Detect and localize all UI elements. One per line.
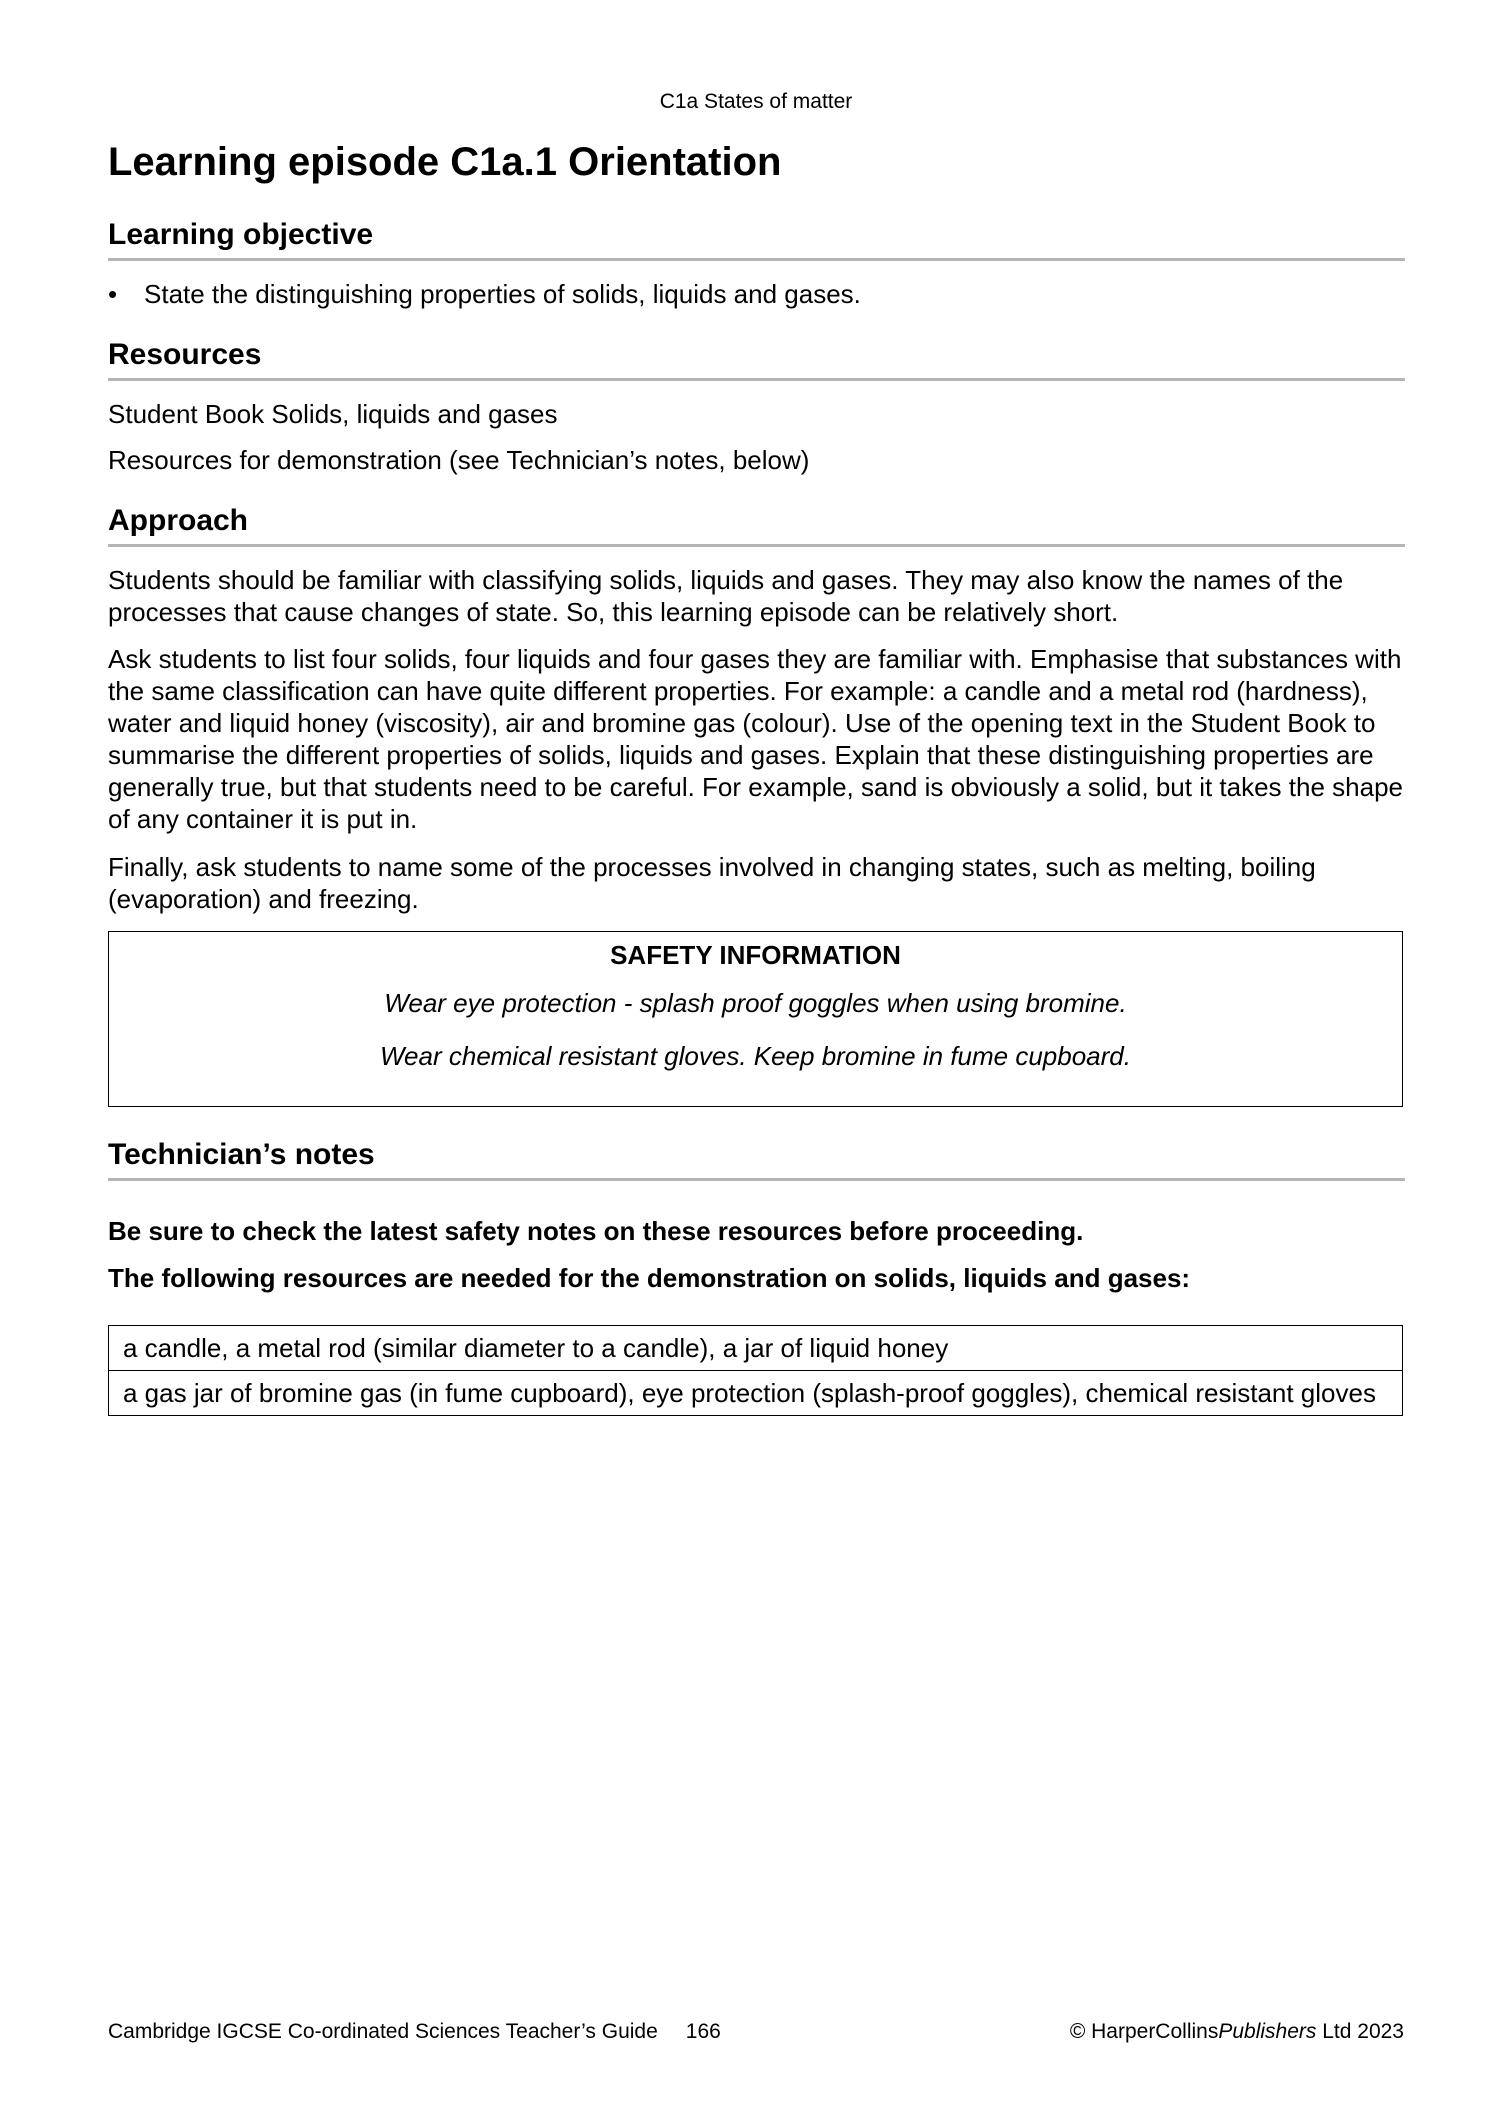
page-title: Learning episode C1a.1 Orientation	[108, 140, 782, 184]
technicians-notes-heading: Technician’s notes	[108, 1138, 1405, 1181]
copyright-prefix: © HarperCollins	[1069, 2020, 1219, 2043]
running-header: C1a States of matter	[659, 90, 853, 113]
approach-paragraph: Ask students to list four solids, four liquids and four gases they are familiar with. Emphasise that substances with the same classification can have quite different properties. For example: a candle and a metal rod (hardness), water and liquid honey (viscosity), air and bromine gas (colour). Use of the opening text in the Student Book to summarise the different properties of solids, liquids and gases. Explain that these distinguishing properties are generally true, but that students need to be careful. For example, sand is obviously a solid, but it takes the shape of any container it is put in.	[108, 644, 1403, 834]
safety-information-box	[108, 931, 1403, 1107]
approach-paragraph: Students should be familiar with classifying solids, liquids and gases. They may also know the names of the processes that cause changes of state. So, this learning episode can be relatively short.	[108, 565, 1344, 627]
resource-line: Resources for demonstration (see Technician’s notes, below)	[108, 445, 810, 475]
bullet-icon: •	[108, 279, 118, 309]
copyright-italic: Publishers	[1218, 2020, 1317, 2043]
safety-line: Wear eye protection - splash proof goggles when using bromine.	[384, 988, 1127, 1018]
page-number: 166	[685, 2020, 721, 2043]
safety-line: Wear chemical resistant gloves. Keep bromine in fume cupboard.	[379, 1041, 1131, 1071]
approach-heading: Approach	[108, 504, 1405, 547]
safety-title: SAFETY INFORMATION	[610, 940, 901, 970]
copyright-suffix: Ltd 2023	[1316, 2020, 1404, 2043]
objective-text: State the distinguishing properties of solids, liquids and gases.	[144, 279, 861, 309]
resource-line: Student Book Solids, liquids and gases	[108, 399, 558, 429]
approach-paragraph: Finally, ask students to name some of the processes involved in changing states, such as melting, boiling (evaporation) and freezing.	[108, 852, 1316, 914]
table-cell: a gas jar of bromine gas (in fume cupboard), eye protection (splash-proof goggles), chemical resistant gloves	[109, 1371, 1403, 1416]
learning-objective-heading: Learning objective	[108, 218, 1405, 261]
safety-check-note: Be sure to check the latest safety notes on these resources before proceeding.	[108, 1216, 1084, 1246]
table-row	[109, 1326, 1403, 1371]
resources-table	[108, 1325, 1403, 1416]
resources-heading: Resources	[108, 338, 1405, 381]
table-cell: a candle, a metal rod (similar diameter to a candle), a jar of liquid honey	[109, 1326, 1403, 1371]
resources-needed-note: The following resources are needed for the demonstration on solids, liquids and gases:	[108, 1263, 1191, 1293]
objective-bullet	[108, 278, 861, 310]
footer-book-title: Cambridge IGCSE Co-ordinated Sciences Teacher’s Guide	[108, 2020, 658, 2043]
footer-left	[108, 2020, 721, 2044]
table-row	[109, 1371, 1403, 1416]
footer-copyright	[1070, 2020, 1404, 2044]
